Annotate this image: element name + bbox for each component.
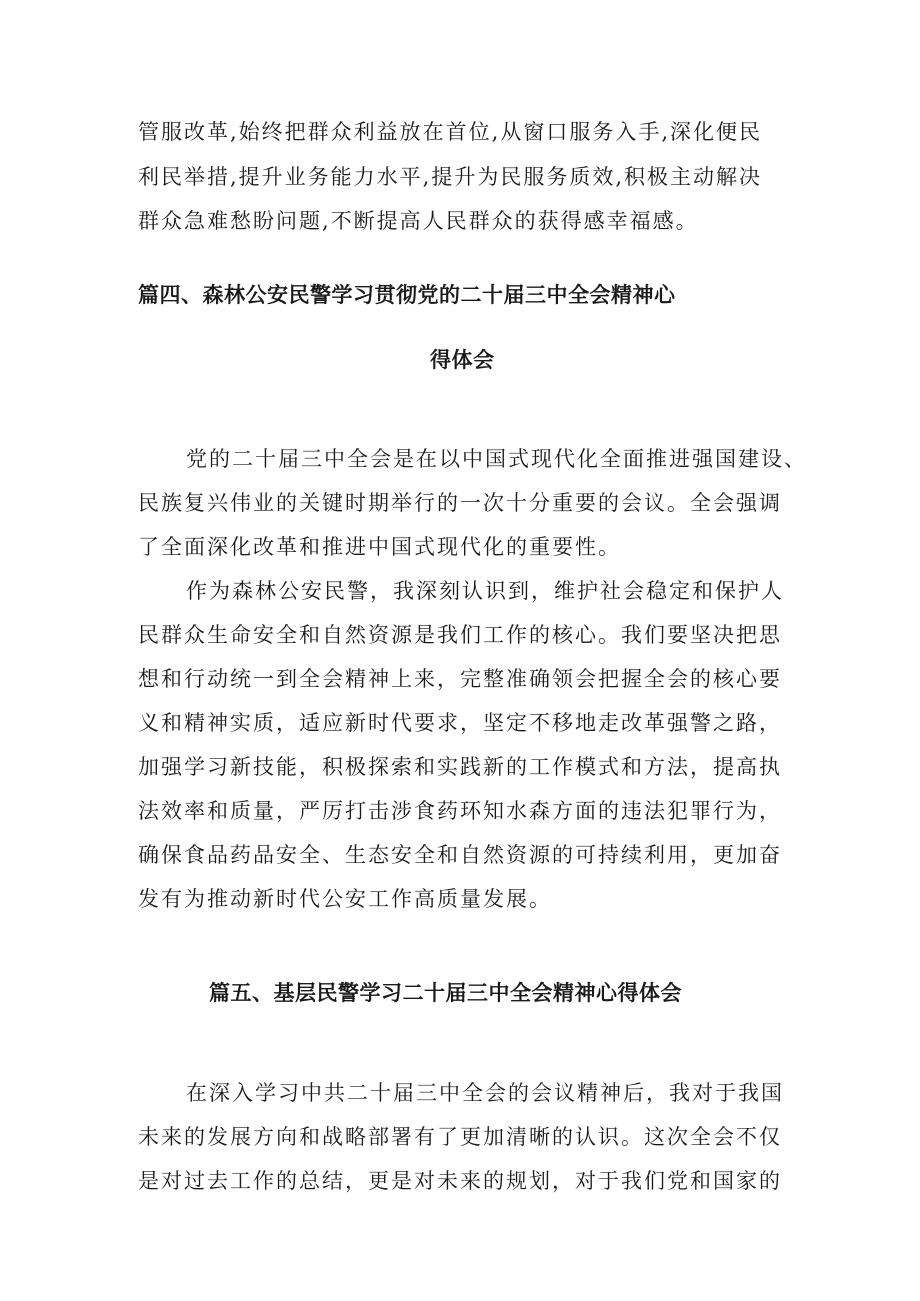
paragraph-line: 未来的发展方向和战略部署有了更加清晰的认识。这次全会不仅 xyxy=(138,1125,782,1149)
paragraph-line: 发有为推动新时代公安工作高质量发展。 xyxy=(138,887,552,911)
paragraph-line: 民群众生命安全和自然资源是我们工作的核心。我们要坚决把思 xyxy=(138,623,782,647)
paragraph-line: 确保食品药品安全、生态安全和自然资源的可持续利用，更加奋 xyxy=(138,843,782,867)
paragraph-line: 民族复兴伟业的关键时期举行的一次十分重要的会议。全会强调 xyxy=(138,491,782,515)
paragraph-line: 加强学习新技能，积极探索和实践新的工作模式和方法，提高执 xyxy=(138,755,782,779)
paragraph-line: 群众急难愁盼问题,不断提高人民群众的获得感幸福感。 xyxy=(138,209,699,233)
paragraph-line: 义和精神实质，适应新时代要求，坚定不移地走改革强警之路， xyxy=(138,711,782,735)
section-title-continuation: 得体会 xyxy=(430,348,495,372)
paragraph-line: 想和行动统一到全会精神上来，完整准确领会把握全会的核心要 xyxy=(138,667,782,691)
section-title: 篇五、基层民警学习二十届三中全会精神心得体会 xyxy=(209,981,682,1005)
section-title: 篇四、森林公安民警学习贯彻党的二十届三中全会精神心 xyxy=(138,283,676,307)
paragraph-line: 在深入学习中共二十届三中全会的会议精神后，我对于我国 xyxy=(186,1081,784,1105)
paragraph-line: 利民举措,提升业务能力水平,提升为民服务质效,积极主动解决 xyxy=(138,165,763,189)
paragraph-line: 是对过去工作的总结，更是对未来的规划，对于我们党和国家的 xyxy=(138,1169,782,1193)
paragraph-line: 管服改革,始终把群众利益放在首位,从窗口服务入手,深化便民 xyxy=(138,120,763,144)
paragraph-line: 了全面深化改革和推进中国式现代化的重要性。 xyxy=(138,535,621,559)
paragraph-line: 法效率和质量，严厉打击涉食药环知水森方面的违法犯罪行为， xyxy=(138,799,782,823)
paragraph-line: 作为森林公安民警，我深刻认识到，维护社会稳定和保护人 xyxy=(186,579,784,603)
paragraph-line: 党的二十届三中全会是在以中国式现代化全面推进强国建设、 xyxy=(186,447,807,471)
